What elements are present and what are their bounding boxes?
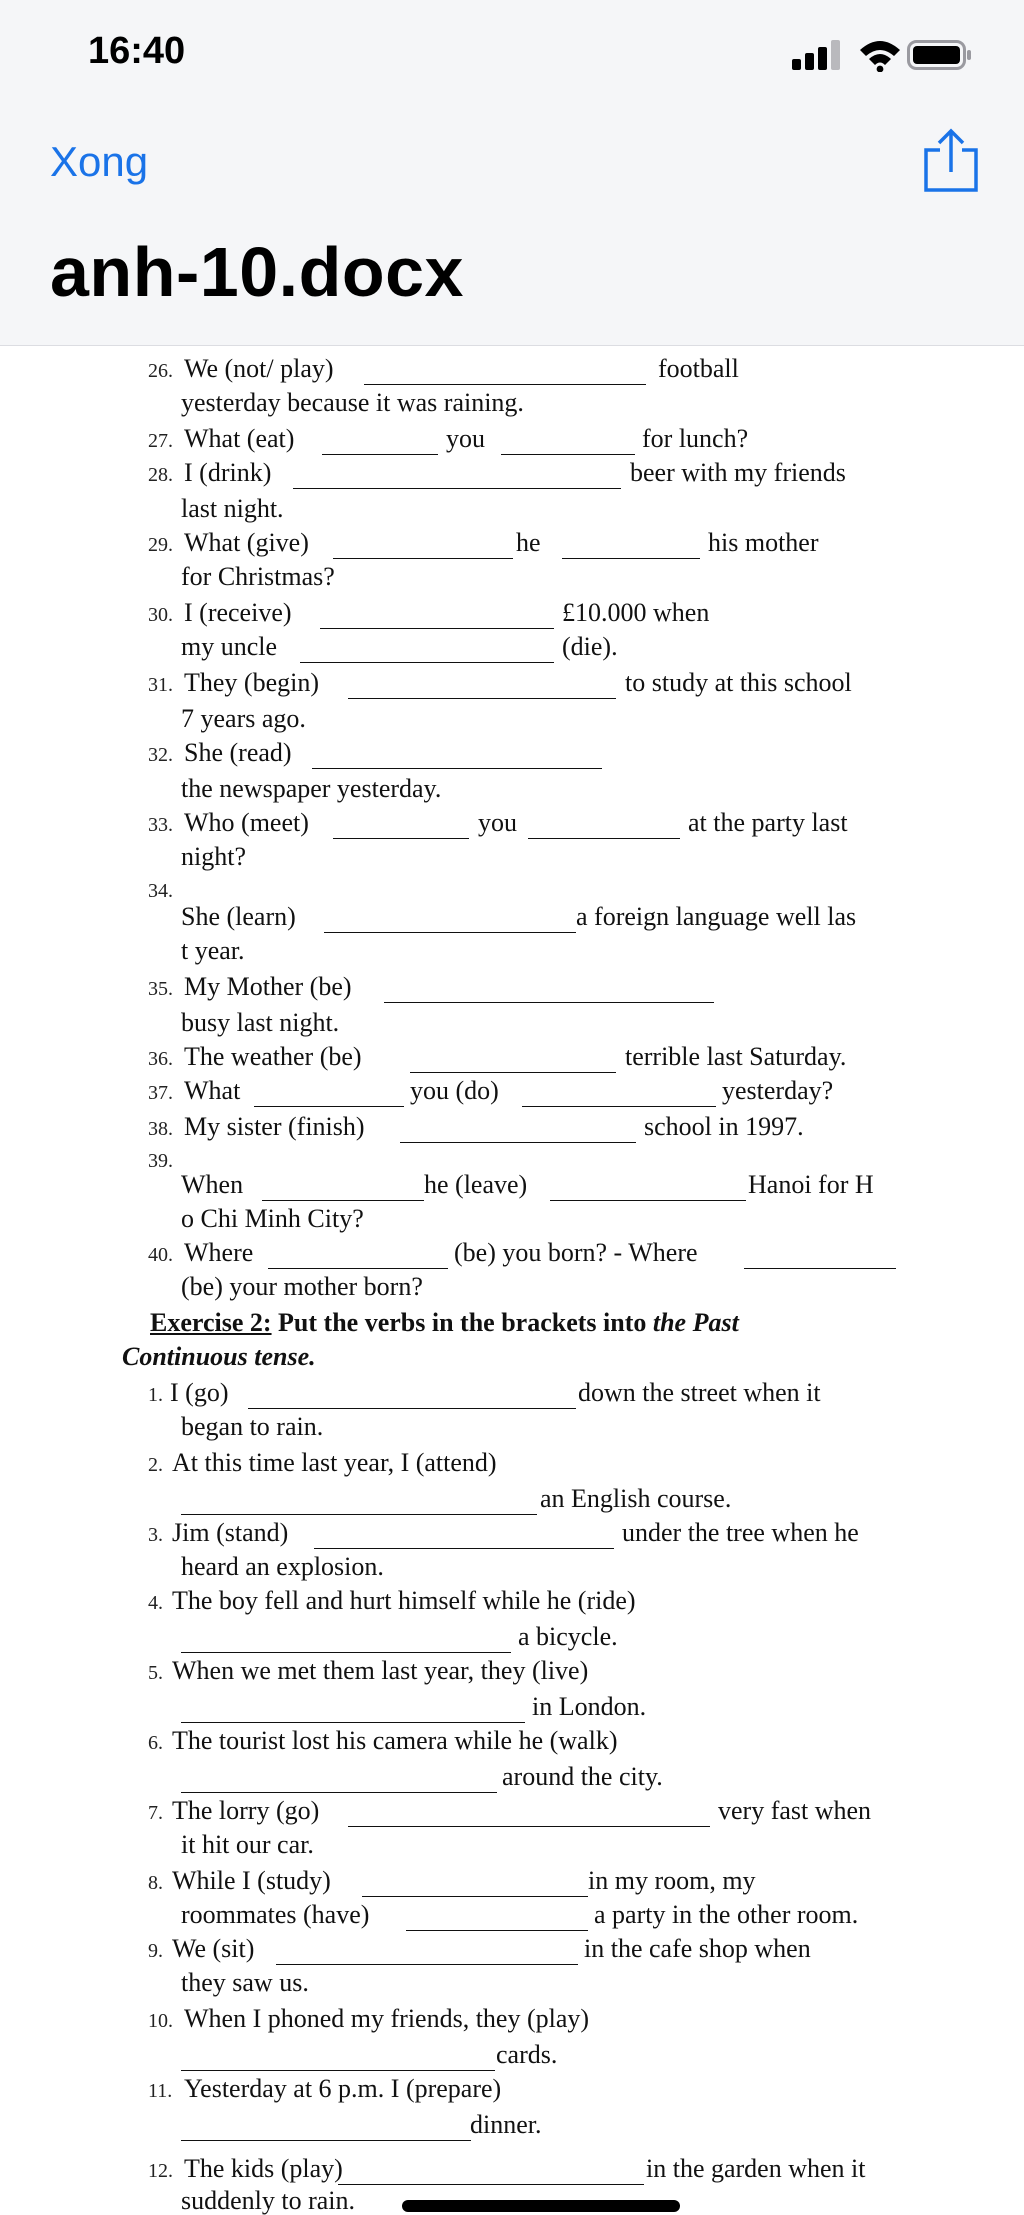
- answer-blank[interactable]: [181, 2140, 471, 2141]
- cellular-signal-icon: [792, 40, 846, 70]
- item-number: 1.: [148, 1384, 163, 1406]
- item-number: 4.: [148, 1592, 163, 1614]
- item-number: 6.: [148, 1732, 163, 1754]
- answer-blank[interactable]: [320, 628, 554, 629]
- item-number: 11.: [148, 2080, 173, 2102]
- answer-blank[interactable]: [276, 1964, 578, 1965]
- question-text: 7 years ago.: [181, 704, 306, 733]
- item-number: 8.: [148, 1872, 163, 1894]
- item-number: 35.: [148, 978, 173, 1000]
- question-text: you: [478, 808, 517, 837]
- question-text: began to rain.: [181, 1412, 324, 1441]
- document-title: anh-10.docx: [50, 233, 464, 311]
- item-number: 30.: [148, 604, 173, 626]
- question-text: cards.: [496, 2040, 558, 2069]
- item-number: 31.: [148, 674, 173, 696]
- question-text: While I (study): [172, 1866, 331, 1895]
- question-text: Who (meet): [184, 808, 309, 837]
- question-text: What (eat): [184, 424, 295, 453]
- item-number: 26.: [148, 360, 173, 382]
- question-text: (be) you born? - Where: [454, 1238, 698, 1267]
- question-text: t year.: [181, 936, 245, 965]
- question-text: o Chi Minh City?: [181, 1204, 364, 1233]
- battery-icon: [907, 38, 973, 72]
- item-number: 27.: [148, 430, 173, 452]
- question-text: Where: [184, 1238, 254, 1267]
- question-text: busy last night.: [181, 1008, 340, 1037]
- question-text: you: [446, 424, 485, 453]
- question-text: he (leave): [424, 1170, 528, 1199]
- question-text: I (receive): [184, 598, 292, 627]
- question-text: (be) your mother born?: [181, 1272, 423, 1301]
- question-text: I (drink): [184, 458, 272, 487]
- answer-blank[interactable]: [362, 1896, 588, 1897]
- question-text: I (go): [170, 1378, 229, 1407]
- answer-blank[interactable]: [400, 1142, 636, 1143]
- question-text: She (read): [184, 738, 292, 767]
- question-text: a foreign language well las: [576, 902, 857, 931]
- exercise-heading-continued: Continuous tense.: [122, 1342, 316, 1371]
- question-text: a party in the other room.: [594, 1900, 859, 1929]
- question-text: under the tree when he: [622, 1518, 859, 1547]
- answer-blank[interactable]: [254, 1106, 404, 1107]
- question-text: Hanoi for H: [748, 1170, 874, 1199]
- question-text: beer with my friends: [630, 458, 846, 487]
- status-time: 16:40: [88, 30, 186, 72]
- item-number: 9.: [148, 1940, 163, 1962]
- question-text: My sister (finish): [184, 1112, 365, 1141]
- item-number: 3.: [148, 1524, 163, 1546]
- question-text: to study at this school: [625, 668, 852, 697]
- question-text: night?: [181, 842, 246, 871]
- question-text: £10.000 when: [562, 598, 710, 627]
- question-text: When we met them last year, they (live): [172, 1656, 589, 1685]
- home-indicator[interactable]: [402, 2200, 680, 2212]
- answer-blank[interactable]: [300, 662, 554, 663]
- question-text: roommates (have): [181, 1900, 370, 1929]
- question-text: We (sit): [172, 1934, 255, 1963]
- question-text: very fast when: [718, 1796, 872, 1825]
- question-text: When I phoned my friends, they (play): [184, 2004, 590, 2033]
- question-text: an English course.: [540, 1484, 732, 1513]
- question-text: school in 1997.: [644, 1112, 804, 1141]
- answer-blank[interactable]: [293, 488, 621, 489]
- answer-blank[interactable]: [312, 768, 602, 769]
- answer-blank[interactable]: [181, 1792, 497, 1793]
- item-number: 5.: [148, 1662, 163, 1684]
- answer-blank[interactable]: [181, 1652, 511, 1653]
- answer-blank[interactable]: [522, 1106, 716, 1107]
- answer-blank[interactable]: [528, 838, 680, 839]
- question-text: The tourist lost his camera while he (walk): [172, 1726, 618, 1755]
- question-text: She (learn): [181, 902, 296, 931]
- question-text: (die).: [562, 632, 618, 661]
- question-text: at the party last: [688, 808, 848, 837]
- answer-blank[interactable]: [348, 1826, 710, 1827]
- item-number: 33.: [148, 814, 173, 836]
- item-number: 2.: [148, 1454, 163, 1476]
- question-text: they saw us.: [181, 1968, 309, 1997]
- answer-blank[interactable]: [364, 384, 646, 385]
- question-text: for lunch?: [642, 424, 749, 453]
- item-number: 39.: [148, 1150, 173, 1172]
- answer-blank[interactable]: [501, 454, 635, 455]
- answer-blank[interactable]: [333, 558, 513, 559]
- answer-blank[interactable]: [248, 1408, 576, 1409]
- answer-blank[interactable]: [181, 1514, 537, 1515]
- question-text: football: [658, 354, 739, 383]
- question-text: What (give): [184, 528, 309, 557]
- item-number: 29.: [148, 534, 173, 556]
- item-number: 32.: [148, 744, 173, 766]
- answer-blank[interactable]: [262, 1200, 424, 1201]
- question-text: yesterday?: [722, 1076, 834, 1105]
- answer-blank[interactable]: [744, 1268, 896, 1269]
- question-text: heard an explosion.: [181, 1552, 384, 1581]
- answer-blank[interactable]: [322, 454, 438, 455]
- answer-blank[interactable]: [348, 698, 616, 699]
- question-text: in the garden when it: [646, 2154, 866, 2183]
- question-text: it hit our car.: [181, 1830, 314, 1859]
- answer-blank[interactable]: [410, 1072, 616, 1073]
- question-text: his mother: [708, 528, 819, 557]
- document-body[interactable]: [0, 346, 1024, 2215]
- question-text: When: [181, 1170, 244, 1199]
- share-icon[interactable]: [922, 128, 980, 194]
- question-text: The boy fell and hurt himself while he (ride): [172, 1586, 636, 1615]
- answer-blank[interactable]: [181, 1722, 525, 1723]
- item-number: 40.: [148, 1244, 173, 1266]
- item-number: 34.: [148, 880, 173, 902]
- item-number: 38.: [148, 1118, 173, 1140]
- question-text: in London.: [532, 1692, 647, 1721]
- question-text: a bicycle.: [518, 1622, 618, 1651]
- answer-blank[interactable]: [181, 2070, 495, 2071]
- question-text: in the cafe shop when: [584, 1934, 811, 1963]
- item-number: 7.: [148, 1802, 163, 1824]
- question-text: What: [184, 1076, 241, 1105]
- answer-blank[interactable]: [333, 838, 469, 839]
- item-number: 28.: [148, 464, 173, 486]
- question-text: terrible last Saturday.: [625, 1042, 847, 1071]
- item-number: 10.: [148, 2010, 173, 2032]
- question-text: for Christmas?: [181, 562, 335, 591]
- question-text: the newspaper yesterday.: [181, 774, 442, 803]
- question-text: he: [516, 528, 541, 557]
- wifi-icon: [858, 38, 902, 72]
- question-text: down the street when it: [578, 1378, 821, 1407]
- question-text: you (do): [410, 1076, 499, 1105]
- answer-blank[interactable]: [314, 1548, 614, 1549]
- top-bar: [0, 0, 1024, 346]
- exercise-label: Exercise 2:: [150, 1308, 272, 1337]
- question-text: They (begin): [184, 668, 320, 697]
- exercise-heading: [150, 1306, 739, 1340]
- answer-blank[interactable]: [384, 1002, 714, 1003]
- question-text: The weather (be): [184, 1042, 362, 1071]
- answer-blank[interactable]: [550, 1200, 746, 1201]
- answer-blank[interactable]: [268, 1268, 448, 1269]
- done-button[interactable]: Xong: [50, 138, 149, 185]
- question-text: last night.: [181, 494, 284, 523]
- question-text: yesterday because it was raining.: [181, 388, 524, 417]
- question-text: in my room, my: [588, 1866, 756, 1895]
- question-text: At this time last year, I (attend): [172, 1448, 497, 1477]
- answer-blank[interactable]: [562, 558, 700, 559]
- exercise-instruction: Put the verbs in the brackets into: [271, 1308, 653, 1337]
- question-text: my uncle: [181, 632, 278, 661]
- question-text: Jim (stand): [172, 1518, 289, 1547]
- answer-blank[interactable]: [338, 2184, 644, 2185]
- answer-blank[interactable]: [324, 932, 576, 933]
- question-text: suddenly to rain.: [181, 2186, 356, 2215]
- item-number: 12.: [148, 2160, 173, 2182]
- question-text: My Mother (be): [184, 972, 352, 1001]
- question-text: dinner.: [470, 2110, 542, 2139]
- question-text: Yesterday at 6 p.m. I (prepare): [184, 2074, 502, 2103]
- answer-blank[interactable]: [406, 1930, 588, 1931]
- question-text: The lorry (go): [172, 1796, 320, 1825]
- question-text: We (not/ play): [184, 354, 334, 383]
- question-text: around the city.: [502, 1762, 663, 1791]
- exercise-tense: the Past: [652, 1308, 739, 1337]
- question-text: The kids (play): [184, 2154, 343, 2183]
- item-number: 37.: [148, 1082, 173, 1104]
- item-number: 36.: [148, 1048, 173, 1070]
